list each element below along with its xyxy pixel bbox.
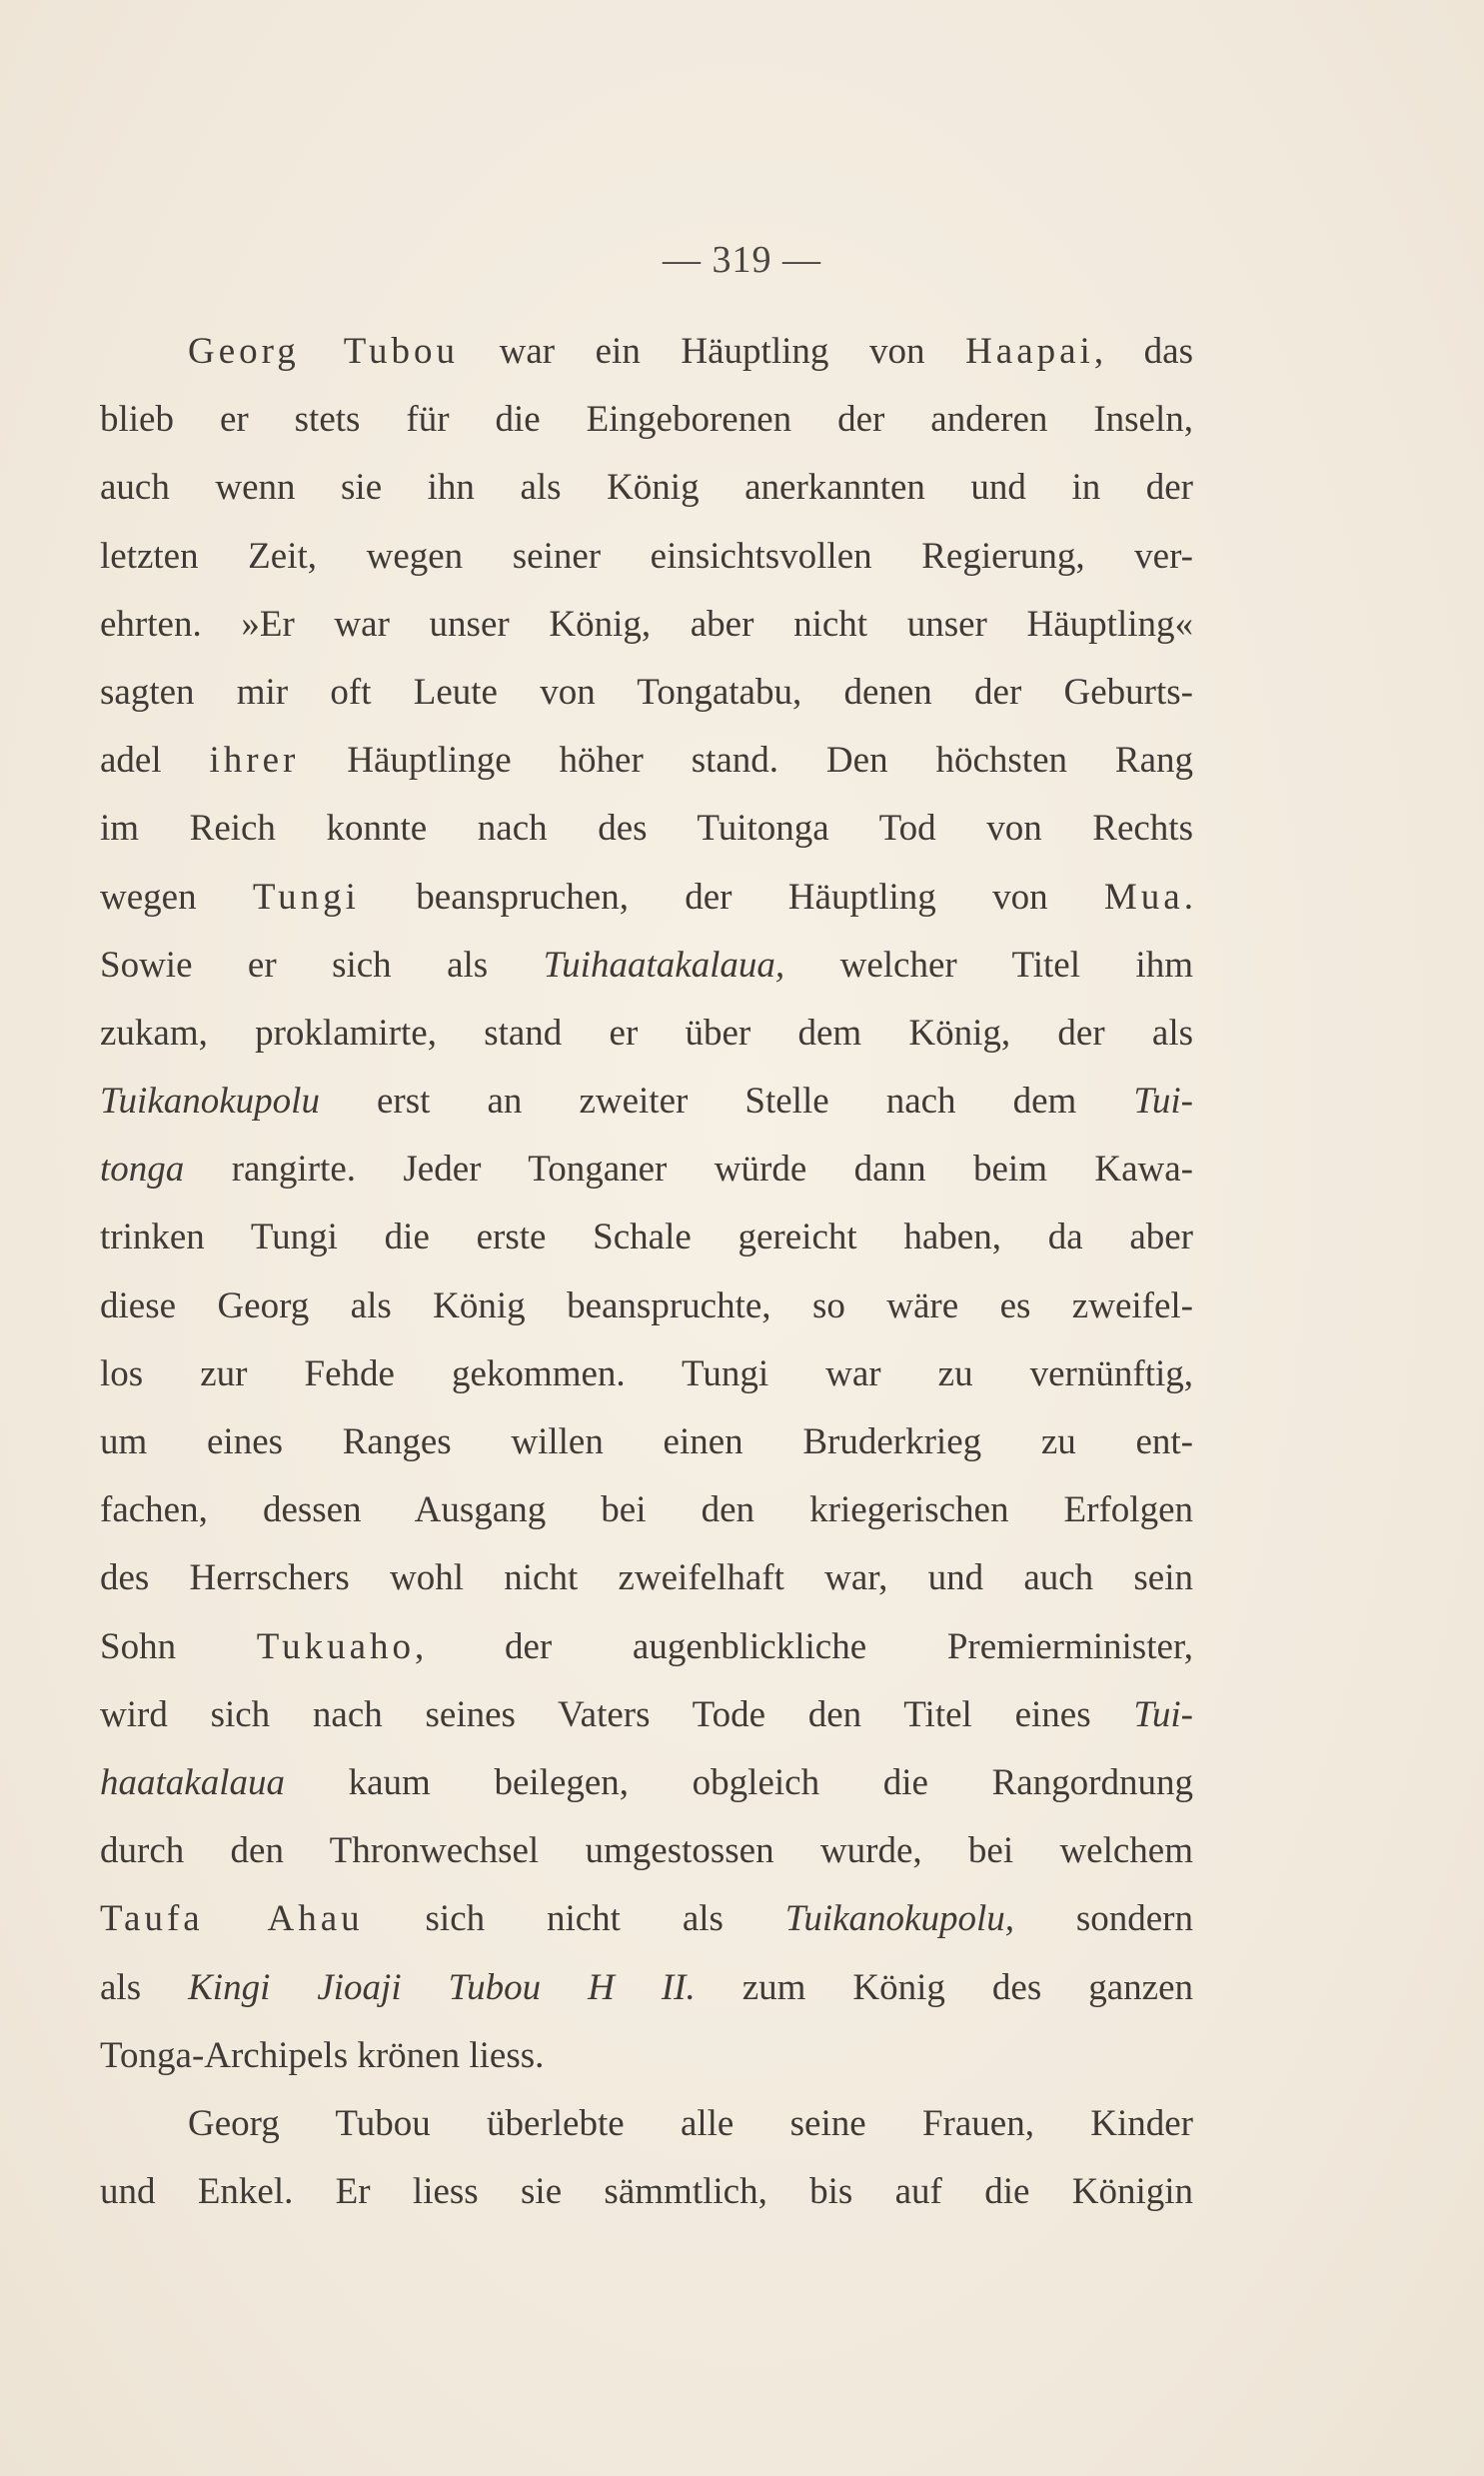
text-line xyxy=(100,1136,1193,1204)
text-segment: rangirte. Jeder Tonganer würde dann beim Kawa- xyxy=(184,1149,1193,1191)
text-line xyxy=(100,1817,1193,1885)
text-segment: durch den Thronwechsel umgestossen wurde, bei welchem xyxy=(100,1830,1193,1872)
text-line xyxy=(100,1340,1193,1408)
text-segment: Georg Tubou überlebte alle seine Frauen, Kinder xyxy=(188,2102,1193,2144)
text-segment: . xyxy=(1183,876,1193,918)
spaced-name: Tukuaho xyxy=(256,1625,416,1667)
text-segment: ehrten. »Er war unser König, aber nicht unser Häuptling« xyxy=(100,603,1193,645)
text-line xyxy=(100,2090,1193,2158)
text-line xyxy=(100,1068,1193,1136)
text-line xyxy=(100,1749,1193,1817)
page-number: — 319 — xyxy=(663,239,821,281)
italic-term: Tuikanokupolu, xyxy=(784,1898,1014,1940)
text-segment: des Herrschers wohl nicht zweifelhaft war, und auch sein xyxy=(100,1557,1193,1599)
text-segment: als xyxy=(100,1966,189,2008)
text-line xyxy=(100,523,1193,591)
text-line xyxy=(100,454,1193,522)
text-segment: zukam, proklamirte, stand er über dem König, der als xyxy=(100,1012,1193,1054)
text-segment: Tonga-Archipels krönen liess. xyxy=(100,2034,545,2076)
text-segment: war ein Häuptling von xyxy=(459,331,966,372)
text-line xyxy=(100,795,1193,863)
text-line xyxy=(100,1954,1193,2022)
text-segment: diese Georg als König beanspruchte, so wäre es zweifel- xyxy=(100,1284,1193,1326)
text-segment: Häuptlinge höher stand. Den höchsten Rang xyxy=(299,740,1193,782)
text-segment: , der augenblickliche Premierminister, xyxy=(415,1625,1193,1667)
text-segment: sich nicht als xyxy=(363,1898,785,1940)
text-line xyxy=(100,864,1193,932)
text-segment: auch wenn sie ihn als König anerkannten und in der xyxy=(100,467,1193,509)
spaced-name: Haapai xyxy=(965,331,1094,372)
text-line xyxy=(100,1272,1193,1340)
text-segment: und Enkel. Er liess sie sämmtlich, bis auf die Königin xyxy=(100,2171,1193,2213)
text-segment: erst an zweiter Stelle nach dem xyxy=(319,1081,1134,1123)
text-line xyxy=(100,932,1193,1000)
spaced-name: Mua xyxy=(1103,876,1184,918)
italic-term: Tuikanokupolu xyxy=(100,1081,320,1123)
text-line xyxy=(100,2022,1193,2090)
text-line xyxy=(100,727,1193,795)
text-line xyxy=(100,1613,1193,1681)
italic-term: haatakalaua xyxy=(100,1761,285,1803)
text-segment: los zur Fehde gekommen. Tungi war zu vernünftig, xyxy=(100,1352,1193,1394)
text-line xyxy=(100,386,1193,454)
text-segment: Sohn xyxy=(100,1625,257,1667)
spaced-name: Tungi xyxy=(252,876,360,918)
text-line xyxy=(100,1681,1193,1749)
text-segment: wird sich nach seines Vaters Tode den Titel eines xyxy=(100,1693,1134,1735)
body-text xyxy=(100,318,1193,2226)
text-line xyxy=(100,659,1193,727)
text-line xyxy=(100,1885,1193,1953)
text-segment: beanspruchen, der Häuptling von xyxy=(359,876,1104,918)
italic-term: Tuihaatakalaua, xyxy=(543,944,785,986)
italic-term: Tui- xyxy=(1133,1081,1193,1123)
spaced-name: Taufa Ahau xyxy=(100,1898,364,1940)
text-segment: zum König des ganzen xyxy=(695,1966,1193,2008)
text-segment: welcher Titel ihm xyxy=(784,944,1193,986)
text-line xyxy=(100,1408,1193,1476)
text-line xyxy=(100,318,1193,386)
text-segment: um eines Ranges willen einen Bruderkrieg zu ent- xyxy=(100,1421,1193,1462)
text-line xyxy=(100,2158,1193,2226)
text-segment: im Reich konnte nach des Tuitonga Tod von Rechts xyxy=(100,808,1193,850)
spaced-name: ihrer xyxy=(209,740,300,782)
spaced-name: Georg Tubou xyxy=(188,331,460,372)
text-segment: kaum beilegen, obgleich die Rangordnung xyxy=(284,1761,1193,1803)
text-segment: letzten Zeit, wegen seiner einsichtsvollen Regierung, ver- xyxy=(100,535,1193,577)
text-segment: blieb er stets für die Eingeborenen der anderen Inseln, xyxy=(100,399,1193,441)
text-segment: sagten mir oft Leute von Tongatabu, denen der Geburts- xyxy=(100,671,1193,713)
text-segment: fachen, dessen Ausgang bei den kriegerischen Erfolgen xyxy=(100,1489,1193,1531)
text-line xyxy=(100,1544,1193,1612)
text-segment: trinken Tungi die erste Schale gereicht haben, da aber xyxy=(100,1217,1193,1258)
text-line xyxy=(100,1476,1193,1544)
text-segment: sondern xyxy=(1013,1898,1193,1940)
text-segment: , das xyxy=(1093,331,1193,372)
text-line xyxy=(100,591,1193,659)
italic-term: tonga xyxy=(100,1149,185,1191)
text-segment: Sowie er sich als xyxy=(100,944,544,986)
text-segment: adel xyxy=(100,740,210,782)
text-line xyxy=(100,1204,1193,1271)
italic-term: Kingi Jioaji Tubou H II. xyxy=(188,1966,696,2008)
italic-term: Tui- xyxy=(1133,1693,1193,1735)
text-segment: wegen xyxy=(100,876,253,918)
text-line xyxy=(100,1000,1193,1068)
